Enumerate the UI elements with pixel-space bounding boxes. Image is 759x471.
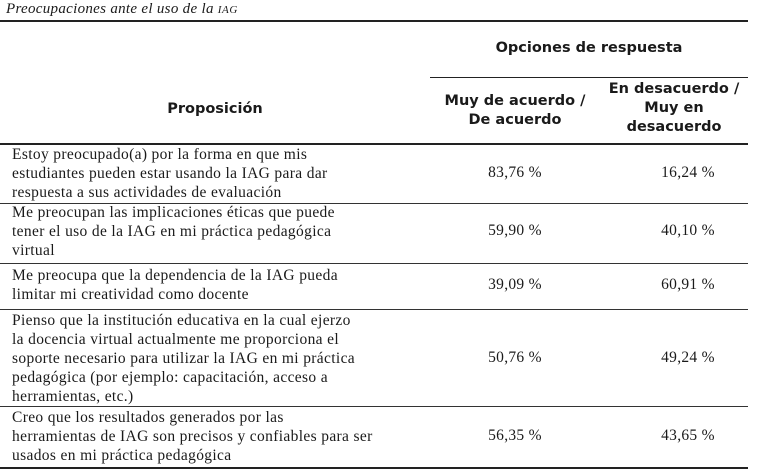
table-row-4-proposition	[12, 311, 422, 406]
table-row-2-disagree: 40,10 %	[661, 222, 715, 239]
table-row-1-agree: 83,76 %	[488, 164, 542, 181]
header-response-options: Opciones de respuesta	[495, 40, 683, 56]
table-row-1-proposition	[12, 145, 422, 202]
row-divider	[0, 263, 748, 264]
row-line: estudiantes pueden estar usando la IAG para dar	[12, 165, 328, 182]
bottom-rule	[0, 467, 748, 469]
table-caption	[6, 1, 238, 18]
table-row-1-disagree: 16,24 %	[661, 164, 715, 181]
table-row-3-disagree: 60,91 %	[661, 276, 715, 293]
header-proposition: Proposición	[167, 101, 263, 117]
row-line: Estoy preocupado(a) por la forma en que mis	[12, 146, 308, 163]
row-line: limitar mi creatividad como docente	[12, 286, 249, 303]
row-line: soporte necesario para utilizar la IAG en mi práctica	[12, 350, 356, 367]
row-line: herramientas, etc.)	[12, 388, 134, 405]
row-line: herramientas de IAG son precisos y confiables para ser	[12, 428, 373, 445]
header-disagree-line1: En desacuerdo /	[608, 81, 740, 97]
header-disagree-line3: desacuerdo	[626, 119, 722, 135]
table-row-4-agree: 50,76 %	[488, 349, 542, 366]
header-disagree-line2: Muy en	[644, 100, 704, 116]
top-rule	[0, 20, 748, 22]
row-line: Me preocupan las implicaciones éticas que puede	[12, 204, 335, 221]
row-line: tener el uso de la IAG en mi práctica pedagógica	[12, 223, 332, 240]
table-row-3-proposition	[12, 266, 422, 304]
caption-acronym: IAG	[217, 4, 238, 16]
caption-text: Preocupaciones ante el uso de la	[6, 1, 218, 17]
table-row-3-agree: 39,09 %	[488, 276, 542, 293]
header-agree-line1: Muy de acuerdo /	[444, 93, 586, 109]
row-line: Pienso que la institución educativa en la cual ejerzo	[12, 312, 351, 329]
table-row-2-proposition	[12, 203, 422, 260]
row-line: Me preocupa que la dependencia de la IAG pueda	[12, 267, 338, 284]
options-underline	[430, 77, 748, 78]
row-line: virtual	[12, 242, 55, 259]
table-row-5-disagree: 43,65 %	[661, 427, 715, 444]
header-disagree	[600, 80, 748, 137]
table-row-4-disagree: 49,24 %	[661, 349, 715, 366]
row-line: la docencia virtual actualmente me proporciona el	[12, 331, 340, 348]
row-line: usados en mi práctica pedagógica	[12, 447, 232, 464]
row-line: respuesta a sus actividades de evaluación	[12, 184, 282, 201]
table-row-5-proposition	[12, 408, 422, 465]
row-line: pedagógica (por ejemplo: capacitación, acceso a	[12, 369, 328, 386]
header-agree-line2: De acuerdo	[468, 112, 562, 128]
table-row-2-agree: 59,90 %	[488, 222, 542, 239]
row-line: Creo que los resultados generados por las	[12, 409, 284, 426]
row-divider	[0, 309, 748, 310]
table-row-5-agree: 56,35 %	[488, 427, 542, 444]
header-agree	[430, 92, 600, 130]
row-divider	[0, 406, 748, 407]
